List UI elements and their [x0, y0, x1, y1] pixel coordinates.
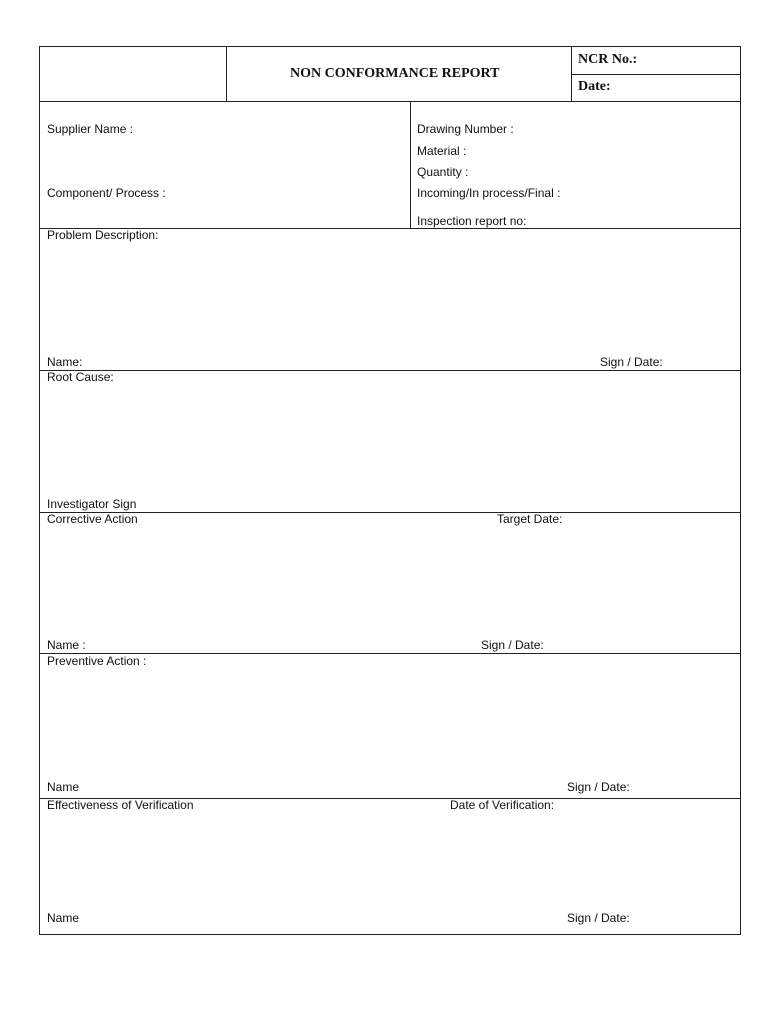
- problem-sign-date-label: Sign / Date:: [600, 355, 663, 369]
- incoming-label: Incoming/In process/Final :: [417, 186, 561, 200]
- header-divider-left: [226, 47, 227, 101]
- target-date-label: Target Date:: [497, 512, 563, 526]
- preventive-name-label: Name: [47, 780, 80, 794]
- corrective-sign-date-label: Sign / Date:: [481, 638, 544, 652]
- header-bottom-border: [40, 101, 740, 102]
- header-ncr-date-divider: [571, 74, 740, 75]
- ncr-no-label: NCR No.:: [578, 52, 638, 67]
- quantity-label: Quantity :: [417, 165, 469, 179]
- problem-name-label: Name:: [47, 355, 83, 369]
- date-label: Date:: [578, 79, 611, 94]
- drawing-number-label: Drawing Number :: [417, 122, 514, 136]
- effectiveness-name-label: Name: [47, 911, 80, 925]
- form-title: NON CONFORMANCE REPORT: [290, 66, 500, 81]
- corrective-action-heading: Corrective Action: [47, 512, 138, 526]
- ncr-form: [39, 46, 741, 935]
- component-process-label: Component/ Process :: [47, 186, 166, 200]
- date-of-verification-label: Date of Verification:: [450, 798, 555, 812]
- investigator-sign-label: Investigator Sign: [47, 497, 137, 511]
- effectiveness-heading: Effectiveness of Verification: [47, 798, 194, 812]
- preventive-sign-date-label: Sign / Date:: [567, 780, 630, 794]
- preventive-action-heading: Preventive Action :: [47, 654, 147, 668]
- material-label: Material :: [417, 144, 467, 158]
- root-cause-heading: Root Cause:: [47, 370, 114, 384]
- info-divider: [410, 101, 411, 228]
- effectiveness-sign-date-label: Sign / Date:: [567, 911, 630, 925]
- inspection-report-label: Inspection report no:: [417, 214, 527, 228]
- corrective-name-label: Name :: [47, 638, 86, 652]
- supplier-name-label: Supplier Name :: [47, 122, 134, 136]
- root-cause-bottom-border: [40, 512, 740, 513]
- problem-bottom-border: [40, 370, 740, 371]
- problem-description-heading: Problem Description:: [47, 228, 159, 242]
